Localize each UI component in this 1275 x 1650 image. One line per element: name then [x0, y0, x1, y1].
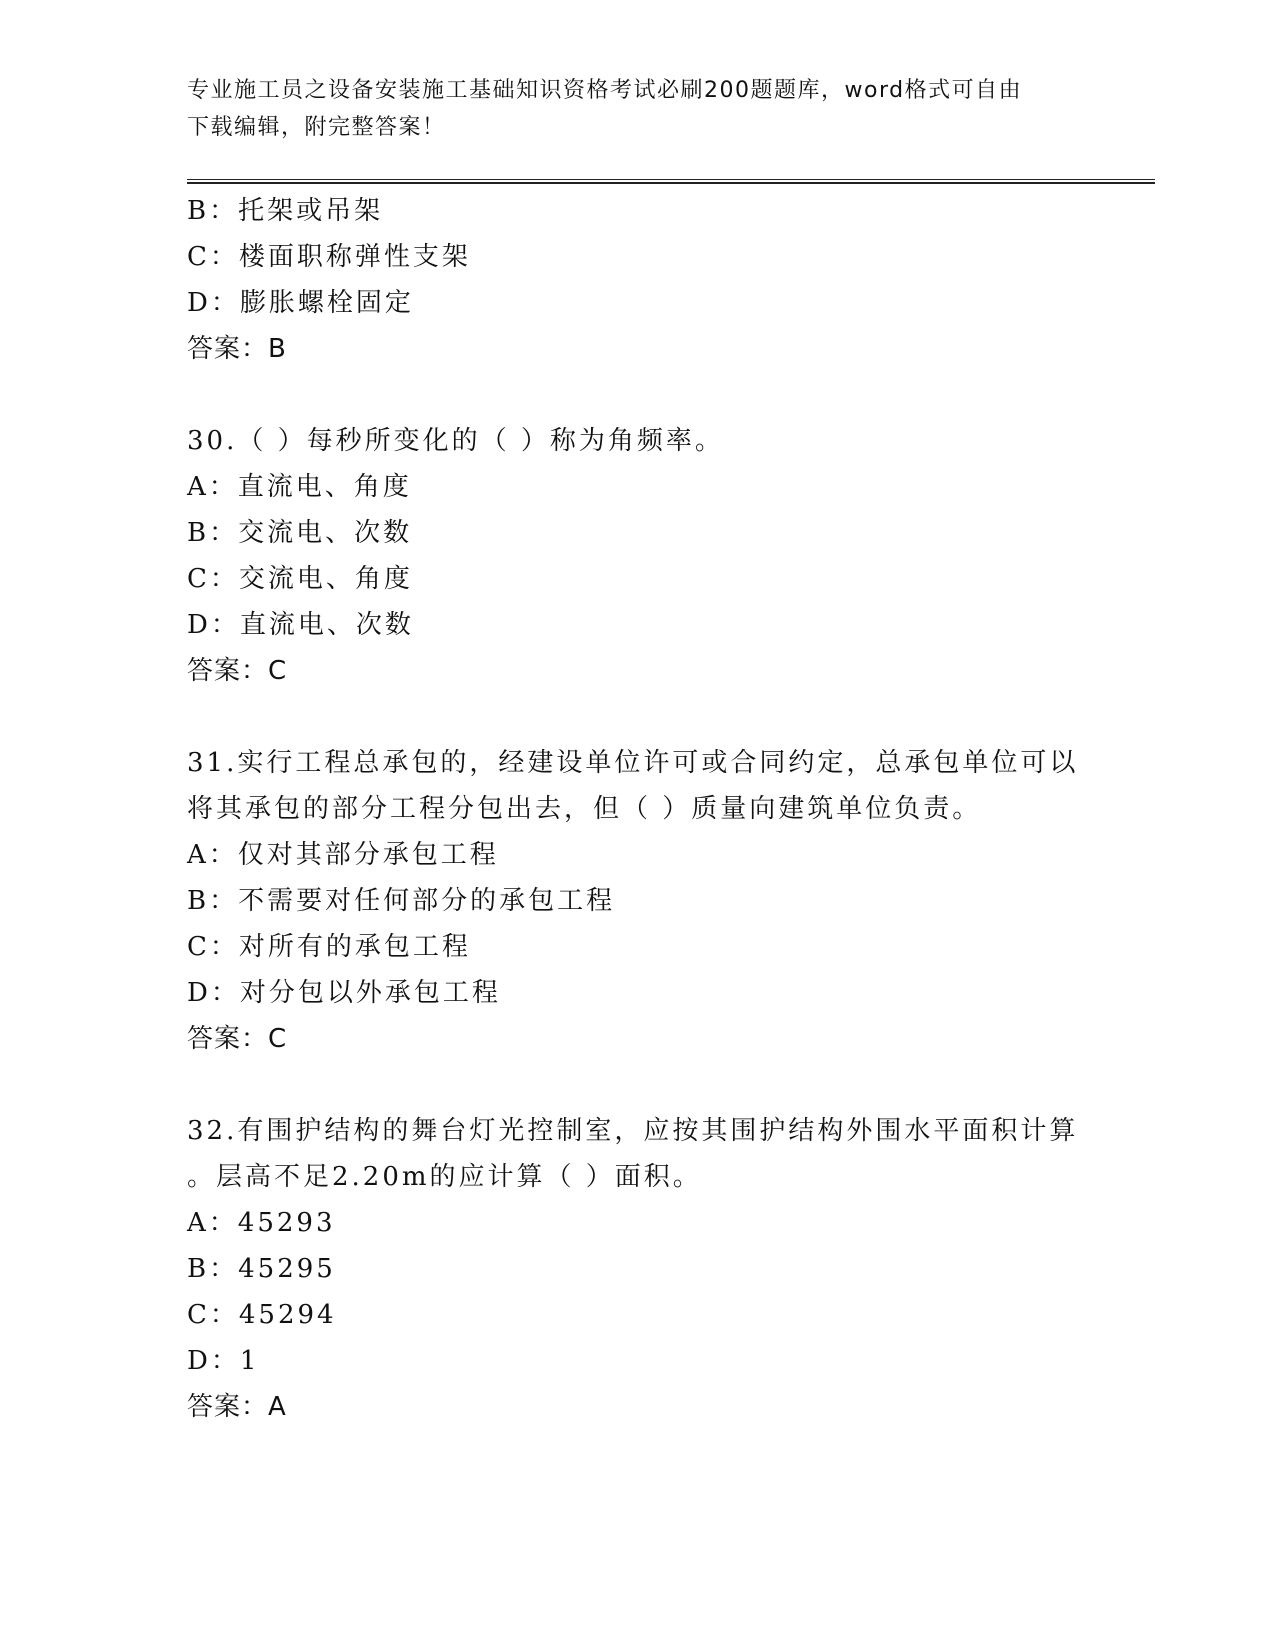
- option-c: C：对所有的承包工程: [187, 932, 471, 962]
- prev-question-block: [187, 188, 1087, 372]
- answer: 答案：C: [187, 1024, 288, 1054]
- option-d: D：直流电、次数: [187, 610, 414, 640]
- question-stem: 30.（ ）每秒所变化的（ ）称为角频率。: [187, 426, 724, 456]
- option-b: B：托架或吊架: [187, 196, 384, 226]
- option-a: A：直流电、角度: [187, 472, 412, 502]
- option-c: C：45294: [187, 1300, 337, 1330]
- option-b: B：45295: [187, 1254, 336, 1284]
- answer: 答案：A: [187, 1392, 287, 1422]
- spacer: [187, 372, 1087, 418]
- answer: 答案：C: [187, 656, 288, 686]
- option-d: D：膨胀螺栓固定: [187, 288, 414, 318]
- question-stem-line-1: 31.实行工程总承包的，经建设单位许可或合同约定，总承包单位可以: [187, 748, 1079, 778]
- option-b: B：交流电、次数: [187, 518, 413, 548]
- option-c: C：楼面职称弹性支架: [187, 242, 471, 272]
- question-30: [187, 418, 1087, 694]
- option-d: D：1: [187, 1346, 260, 1376]
- question-stem-line-2: 将其承包的部分工程分包出去，但（ ）质量向建筑单位负责。: [187, 794, 982, 824]
- question-stem-line-2: 。层高不足2.20m的应计算（ ）面积。: [187, 1162, 702, 1192]
- option-b: B：不需要对任何部分的承包工程: [187, 886, 616, 916]
- question-31: [187, 740, 1087, 1062]
- header-title-line-2: 下载编辑，附完整答案！: [187, 115, 446, 140]
- option-a: A：仅对其部分承包工程: [187, 840, 499, 870]
- question-stem-line-1: 32.有围护结构的舞台灯光控制室，应按其围护结构外围水平面积计算: [187, 1116, 1079, 1146]
- spacer: [187, 1062, 1087, 1108]
- header-title-line-1: 专业施工员之设备安装施工基础知识资格考试必刷200题题库，word格式可自由: [187, 78, 1023, 103]
- spacer: [187, 694, 1087, 740]
- option-d: D：对分包以外承包工程: [187, 978, 501, 1008]
- page-header: [187, 72, 1067, 146]
- question-32: [187, 1108, 1087, 1430]
- option-c: C：交流电、角度: [187, 564, 413, 594]
- option-a: A：45293: [187, 1208, 336, 1238]
- header-divider: [187, 179, 1155, 184]
- answer: 答案：B: [187, 334, 287, 364]
- question-content: [187, 188, 1087, 1430]
